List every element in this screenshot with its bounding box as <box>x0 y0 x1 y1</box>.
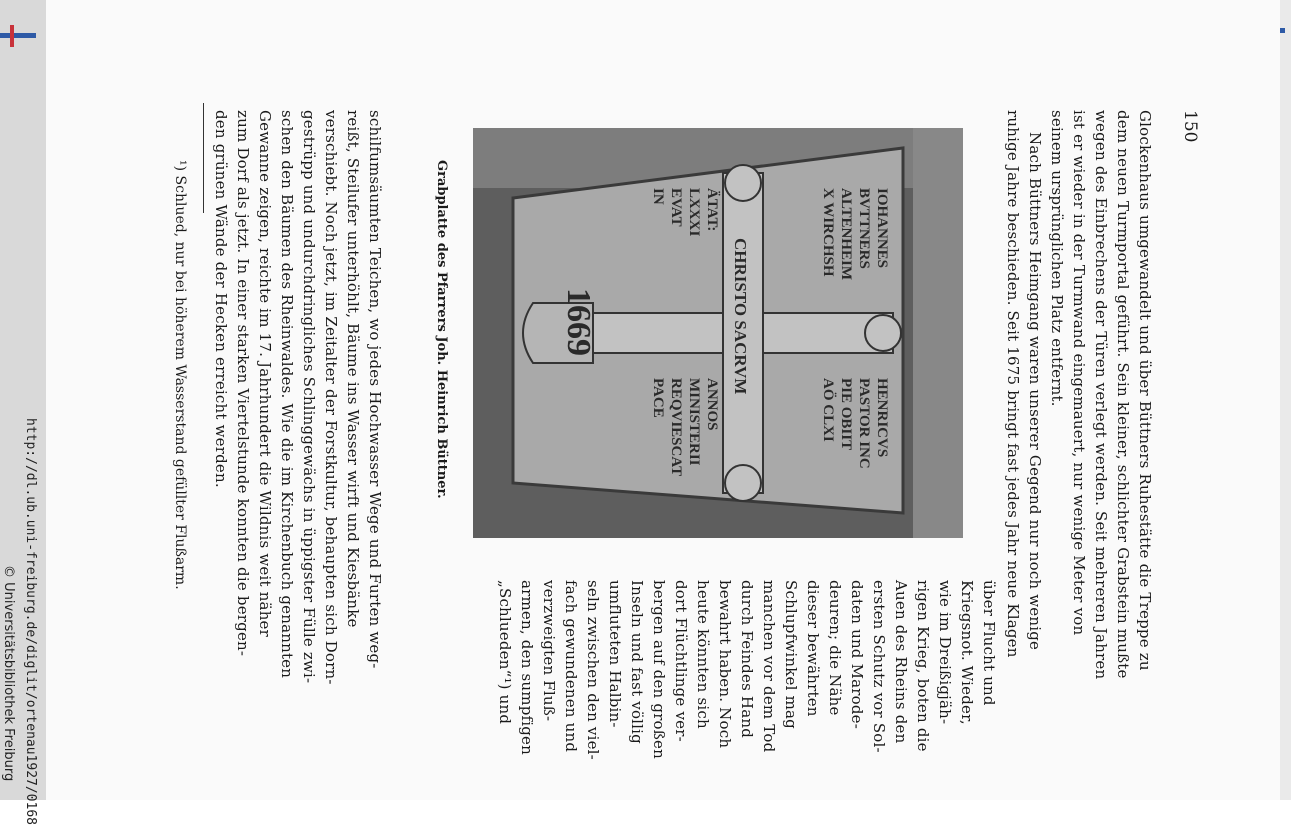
inscription-line: LXXXI <box>686 188 702 237</box>
inscription-year: 1669 <box>560 288 597 356</box>
inscription-line: ALTENHEIM <box>838 188 854 280</box>
side-column-line: durch Feindes Hand <box>738 580 756 739</box>
cross-inscription: CHRISTO SACRVM <box>731 238 750 395</box>
inscription-line: HENRICVS <box>874 378 890 458</box>
side-column-line: ersten Schutz vor Sol- <box>870 580 888 753</box>
corner-marker-right <box>1279 22 1291 42</box>
inscription-line: PACE <box>650 378 666 418</box>
body-line: schilfumsäumten Teichen, wo jedes Hochwasser Wege und Furten weg- <box>366 110 384 669</box>
marker-red-bar <box>10 25 14 47</box>
copyright-notice: © Universitätsbibliothek Freiburg <box>1 565 16 782</box>
side-column-line: wie im Dreißigjäh- <box>936 580 954 725</box>
side-column-line: heute könnten sich <box>694 580 712 729</box>
corner-marker-left <box>0 25 38 49</box>
body-line: schen den Bäumen des Rheinwaldes. Wie die im Kirchenbuch genannten <box>278 110 296 679</box>
side-column-line: verzweigten Fluß- <box>540 580 558 722</box>
inscription-line: X WIRCHSH <box>820 188 836 277</box>
side-column-line: armen, den sumpfigen <box>518 580 536 755</box>
inscription-line: BVTTNERS <box>856 188 872 269</box>
inscription-line: PASTOR INC <box>856 378 872 469</box>
side-column-line: fach gewundenen und <box>562 580 580 753</box>
document-url[interactable]: http://dl.ub.uni-freiburg.de/diglit/ortenau1927/0168 <box>23 418 38 825</box>
body-line: Glockenhaus umgewandelt und über Büttners Ruhestätte die Treppe zu <box>1136 110 1154 671</box>
side-column-line: umfluteten Halbin- <box>606 580 624 728</box>
body-line: den grünen Wände der Hecken erreicht werden. <box>212 110 230 488</box>
inscription-line: ÄTAT: <box>704 188 720 232</box>
side-column-line: deuren; die Nähe <box>826 580 844 716</box>
body-line: Nach Büttners Heimgang waren unserer Gegend nur noch wenige <box>1026 132 1044 651</box>
side-column-line: bergen auf den großen <box>650 580 668 759</box>
body-line: Gewanne zeigen, reichte im 17. Jahrhundert die Wildnis weit näher <box>256 110 274 638</box>
inscription-line: PIE OBIIT <box>838 378 854 451</box>
side-column-line: Schlupfwinkel mag <box>782 580 800 729</box>
side-column-line: dieser bewährten <box>804 580 822 717</box>
side-column-line: „Schlueden“¹) und <box>496 580 514 725</box>
inscription-line: IN <box>650 188 666 205</box>
side-column-line: bewahrt haben. Noch <box>716 580 734 749</box>
body-line: seinem ursprünglichen Platz entfernt. <box>1048 110 1066 407</box>
body-line: dem neuen Turmportal geführt. Sein kleiner, schlichter Grabstein mußte <box>1114 110 1132 679</box>
body-line: reißt, Steilufer unterhöhlt, Bäume ins Wasser wirft und Kiesbänke <box>344 110 362 628</box>
side-column-line: Kriegsnot. Wieder, <box>958 580 976 725</box>
body-line: ist er wieder in der Turmwand eingemauert, nur wenige Meter von <box>1070 110 1088 636</box>
body-line: ruhige Jahre beschieden. Seit 1675 bringt fast jedes Jahr neue Klagen <box>1004 110 1022 658</box>
side-column-line: rigen Krieg, boten die <box>914 580 932 752</box>
inscription-line: AÖ CLXI <box>820 378 836 442</box>
body-line: verschiebt. Noch jetzt, im Zeitalter der Forstkultur, behaupten sich Dorn- <box>322 110 340 685</box>
inscription-line: IOHANNES <box>874 188 890 269</box>
side-column-line: seln zwischen den viel- <box>584 580 602 760</box>
body-line: wegen des Einbrechens der Türen verlegt werden. Seit mehreren Jahren <box>1092 110 1110 680</box>
inscription-line: EVAT <box>668 188 684 227</box>
side-column-line: Inseln und fast völlig <box>628 580 646 744</box>
photo-caption: Grabplatte des Pfarrers Joh. Heinrich Büttner. <box>434 160 449 499</box>
marker-blue-bar <box>0 33 36 38</box>
gravestone-photo <box>473 128 963 538</box>
body-line: zum Dorf als jetzt. In einer starken Viertelstunde konnten die bergen- <box>234 110 252 657</box>
inscription-line: REQVIESCAT <box>668 378 684 477</box>
side-column-line: Auen des Rheins den <box>892 580 910 744</box>
side-column-line: manchen vor dem Tod <box>760 580 778 753</box>
footnote: ¹) Schlued, nur bei höherem Wasserstand gefüllter Flußarm. <box>172 160 188 590</box>
gravestone-illustration <box>473 128 963 538</box>
inscription-line: ANNOS <box>704 378 720 431</box>
side-column-line: daten und Marode- <box>848 580 866 730</box>
side-column-line: über Flucht und <box>980 580 998 706</box>
footnote-rule <box>203 103 204 213</box>
inscription-line: MINISTERII <box>686 378 702 466</box>
viewer-right-margin <box>1280 0 1291 800</box>
side-column-line: dort Flüchtlinge ver- <box>672 580 690 742</box>
page-number: 150 <box>1180 110 1200 143</box>
body-line: gestrüpp und undurchdringliches Schlinggewächs in üppigster Fülle zwi- <box>300 110 318 684</box>
